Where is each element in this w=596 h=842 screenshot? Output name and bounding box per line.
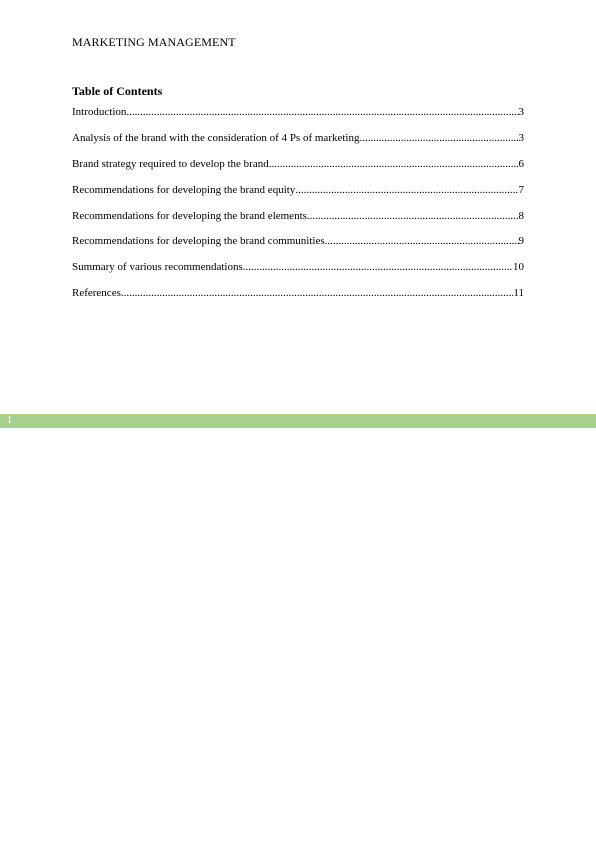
toc-entry-label: Analysis of the brand with the consideration of 4 Ps of marketing xyxy=(72,131,360,144)
toc-entry-brand-communities[interactable] xyxy=(72,234,524,260)
toc-entry-page: 8 xyxy=(518,209,524,222)
table-of-contents xyxy=(72,83,524,312)
toc-entry-label: Summary of various recommendations xyxy=(72,261,243,274)
toc-dot-leader xyxy=(359,131,518,145)
toc-entry-label: Recommendations for developing the brand equity xyxy=(72,183,296,196)
toc-dot-leader xyxy=(295,183,518,197)
page-number: 1 xyxy=(7,415,12,426)
toc-entry-page: 11 xyxy=(513,287,524,300)
toc-entry-label: Brand strategy required to develop the brand xyxy=(72,157,269,170)
toc-entry-page: 9 xyxy=(518,235,524,248)
toc-entry-brand-strategy[interactable] xyxy=(72,157,524,183)
toc-entry-references[interactable] xyxy=(72,286,524,312)
toc-dot-leader xyxy=(121,286,514,300)
toc-entry-label: Recommendations for developing the brand communities xyxy=(72,235,325,248)
toc-entry-page: 3 xyxy=(518,131,524,144)
toc-dot-leader xyxy=(243,260,513,274)
toc-entry-page: 3 xyxy=(518,106,524,118)
toc-dot-leader xyxy=(307,209,519,223)
toc-title: Table of Contents xyxy=(72,84,163,98)
toc-entry-page: 10 xyxy=(513,261,524,274)
toc-entry-page: 6 xyxy=(518,157,524,170)
toc-entry-summary[interactable] xyxy=(72,260,524,286)
page-header-title: MARKETING MANAGEMENT xyxy=(72,35,236,49)
toc-dot-leader xyxy=(325,234,519,248)
footer-band xyxy=(0,414,596,428)
toc-entry-label: References xyxy=(72,287,121,300)
toc-dot-leader xyxy=(126,105,518,119)
toc-entry-analysis-4ps[interactable] xyxy=(72,131,524,157)
toc-entry-brand-equity[interactable] xyxy=(72,183,524,209)
toc-entry-brand-elements[interactable] xyxy=(72,209,524,235)
toc-entry-label: Recommendations for developing the brand elements xyxy=(72,209,307,222)
toc-entry-label: Introduction xyxy=(72,106,127,118)
toc-dot-leader xyxy=(269,157,519,171)
toc-entry-introduction[interactable] xyxy=(72,105,524,131)
toc-list xyxy=(72,105,524,312)
toc-entry-page: 7 xyxy=(518,183,524,196)
